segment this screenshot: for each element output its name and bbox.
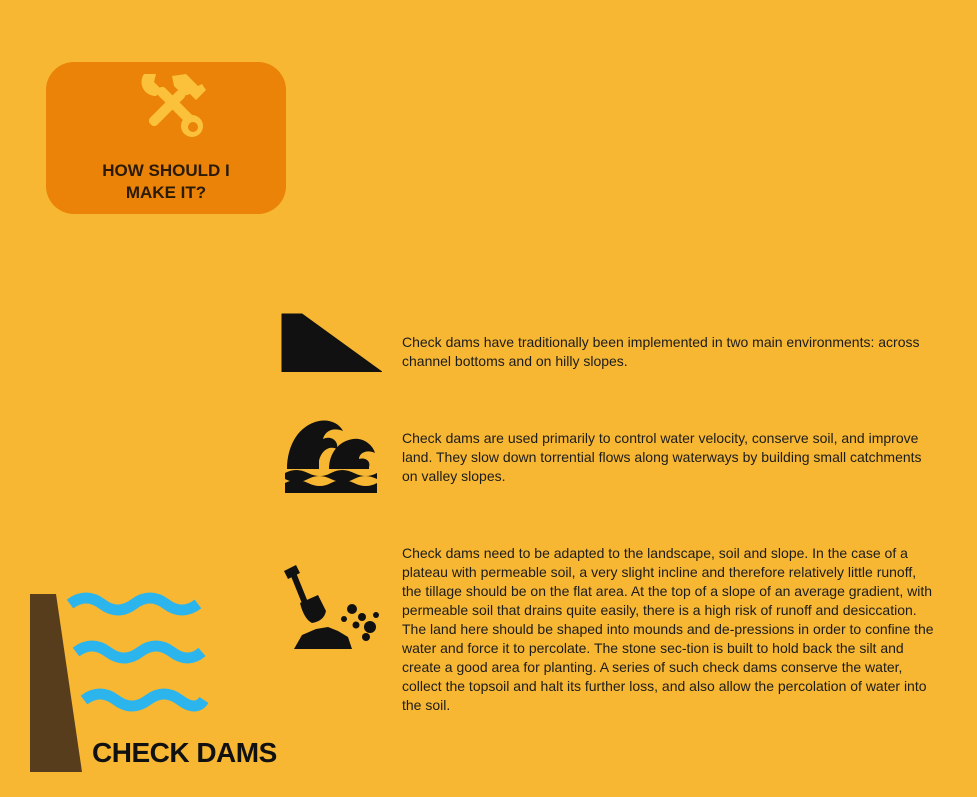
header-title-line1: HOW SHOULD I xyxy=(102,161,230,180)
item-text-1: Check dams have traditionally been implemented in two main environments: across channel bottoms and on hilly slopes. xyxy=(402,334,920,369)
slope-icon xyxy=(280,312,382,372)
shovel-soil-icon xyxy=(282,563,382,653)
waves-icon xyxy=(285,417,377,493)
header-title xyxy=(46,160,286,204)
tools-icon xyxy=(136,70,208,140)
how-to-card xyxy=(46,62,286,214)
brand-title: CHECK DAMS xyxy=(92,737,277,768)
item-text-3: Check dams need to be adapted to the landscape, soil and slope. In the case of a plateau with permeable soil, a very slight incline and therefore relatively little runoff, the tillage should be on the flat area. At the top of a slope of an average gradient, with permeable soil that drains quite easily, there is a high risk of runoff and desiccation. The land here should be shaped into mounds and de-pressions in order to confine the water and force it to percolate. The stone sec-tion is built to hold back the silt and create a good area for planting. A series of such check dams conserve the water, collect the topsoil and halt its further loss, and also allow the percolation of water into the soil. xyxy=(402,545,934,713)
item-text-2: Check dams are used primarily to control water velocity, conserve soil, and improve land. They slow down torrential flows along waterways by building small catchments on valley slopes. xyxy=(402,430,922,484)
header-title-line2: MAKE IT? xyxy=(125,183,207,202)
